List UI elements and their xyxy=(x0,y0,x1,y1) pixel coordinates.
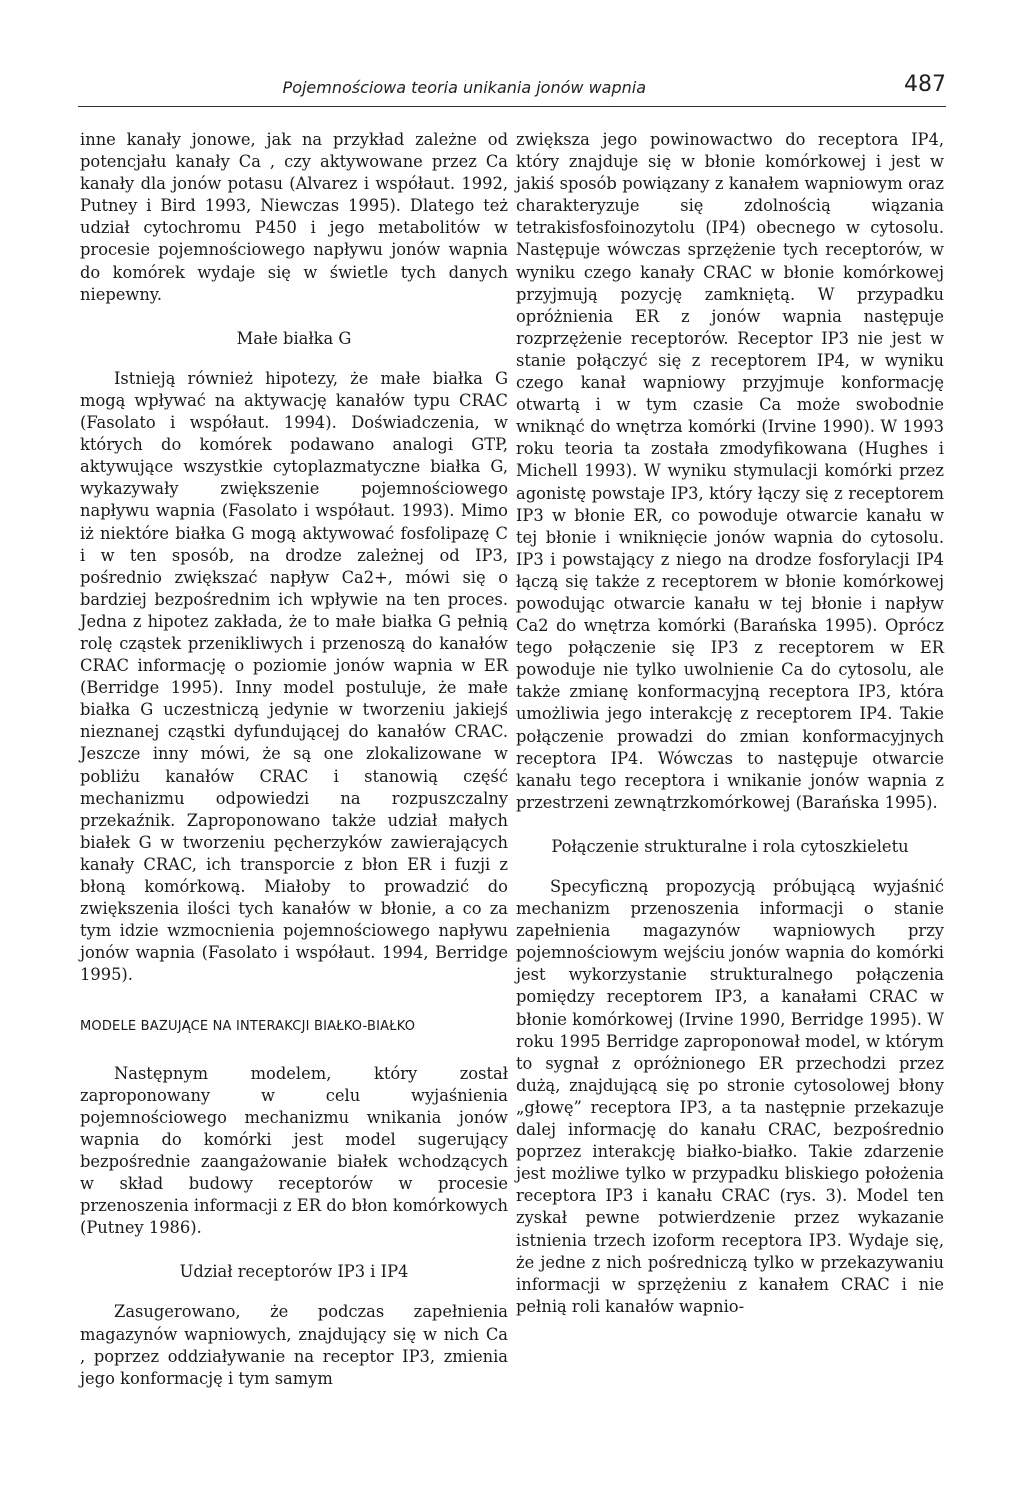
subsection-heading: Połączenie strukturalne i rola cytoszkieletu xyxy=(551,836,909,856)
running-title: Pojemnościowa teoria unikania jonów wapnia xyxy=(282,78,646,97)
paragraph: Specyficzną propozycją próbującą wyjaśnić mechanizm przenoszenia informacji o stanie zapełnienia magazynów wapniowych przy pojemnościowym wejściu jonów wapnia do komórki jest wykorzystanie strukturalnego połączenia pomiędzy receptorem IP3, a kanałami CRAC w błonie komórkowej (Irvine 1990, Berridge 1995). W roku 1995 Berridge zaproponował model, w którym to sygnał z opróżnionego ER przechodzi przez dużą, znajdującą się po stronie cytosolowej błony „głowę” receptora IP3, a ta następnie przekazuje dalej informację do kanału CRAC, bezpośrednio poprzez interakcję białko-białko. Takie zdarzenie jest możliwe tylko w przypadku bliskiego położenia receptora IP3 i kanału CRAC (rys. 3). Model ten zyskał pewne potwierdzenie przez wykazanie istnienia trzech izoform receptora IP3. Wydaje się, że jedne z nich pośredniczą tylko w przekazywaniu informacji w sprzężeniu z kanałem CRAC i nie pełnią roli kanałów wapnio- xyxy=(516,877,944,1316)
paragraph: zwiększa jego powinowactwo do receptora IP4, który znajduje się w błonie komórkowej i jest w jakiś sposób powiązany z kanałem wapniowym oraz charakteryzuje się zdolnością wiązania tetrakisfosfoinozytolu (IP4) obecnego w cytosolu. Następuje wówczas sprzężenie tych receptorów, w wyniku czego kanały CRAC w błonie komórkowej przyjmują pozycję zamkniętą. W przypadku opróżnienia ER z jonów wapnia następuje rozprzężenie receptorów. Receptor IP3 nie jest w stanie połączyć się z receptorem IP4, w wyniku czego kanał wapniowy przyjmuje konformację otwartą i w tym czasie Ca może swobodnie wniknąć do wnętrza komórki (Irvine 1990). W 1993 roku teoria ta została zmodyfikowana (Hughes i Michell 1993). W wyniku stymulacji komórki przez agonistę powstaje IP3, który łączy się z receptorem IP3 w błonie ER, co powoduje otwarcie kanału w tej błonie i wniknięcie jonów wapnia do cytosolu. IP3 i powstający z niego na drodze fosforylacji IP4 łączą się także z receptorem w błonie komórkowej powodując otwarcie kanału w tej błonie i napływ Ca2 do wnętrza komórki (Barańska 1995). Oprócz tego połączenie się IP3 z receptorem w ER powoduje nie tylko uwolnienie Ca do cytosolu, ale także zmianę konformacyjną receptora IP3, która umożliwia jego interakcję z receptorem IP4. Takie połączenie prowadzi do zmian konformacyjnych receptora IP4. Wówczas to następuje otwarcie kanału tego receptora i wnikanie jonów wapnia z przestrzeni zewnątrzkomórkowej (Barańska 1995). xyxy=(516,130,944,812)
subsection-heading: Udział receptorów IP3 i IP4 xyxy=(179,1262,409,1282)
paragraph: Zasugerowano, że podczas zapełnienia magazynów wapniowych, znajdujący się w nich Ca , poprzez oddziaływanie na receptor IP3, zmienia jego konformację i tym samym xyxy=(80,1302,508,1388)
page-header xyxy=(78,72,946,107)
page-number: 487 xyxy=(904,72,946,97)
right-column xyxy=(516,129,944,1318)
paragraph: Istnieją również hipotezy, że małe białka G mogą wpływać na aktywację kanałów typu CRAC (Fasolato i współaut. 1994). Doświadczenia, w których do komórek podawano analogi GTP, aktywujące wszystkie cytoplazmatyczne białka G, wykazywały zwiększenie pojemnościowego napływu wapnia (Fasolato i współaut. 1993). Mimo iż niektóre białka G mogą aktywować fosfolipazę C i w ten sposób, na drodze zależnej od IP3, pośrednio zwiększać napływ Ca2+, mówi się o bardziej bezpośrednim ich wpływie na ten proces. Jedna z hipotez zakłada, że to małe białka G pełnią rolę cząstek przenikliwych i przenoszą do kanałów CRAC informację o poziomie jonów wapnia w ER (Berridge 1995). Inny model postuluje, że małe białka G uczestniczą jedynie w tworzeniu jakiejś nieznanej cząstki dyfundującej do kanałów CRAC. Jeszcze inny mówi, że są one zlokalizowane w pobliżu kanałów CRAC i stanowią część mechanizmu odpowiedzi na rozpuszczalny przekaźnik. Zaproponowano także udział małych białek G w tworzeniu pęcherzyków zawierających kanały CRAC, ich transporcie z błon ER i fuzji z błoną komórkową. Miałoby to prowadzić do zwiększenia ilości tych kanałów w błonie, a co za tym idzie wzmocnienia pojemnościowego napływu jonów wapnia (Fasolato i współaut. 1994, Berridge 1995). xyxy=(80,368,508,985)
left-column xyxy=(80,129,508,1390)
section-heading: MODELE BAZUJĄCE NA INTERAKCJI BIAŁKO-BIAŁKO xyxy=(80,1019,416,1035)
subsection-heading: Małe białka G xyxy=(236,328,352,348)
paragraph: Następnym modelem, który został zaproponowany w celu wyjaśnienia pojemnościowego mechanizmu wnikania jonów wapnia do komórki jest model sugerujący bezpośrednie zaangażowanie białek wchodzących w skład budowy receptorów w procesie przenoszenia informacji z ER do błon komórkowych (Putney 1986). xyxy=(80,1063,508,1238)
paragraph: inne kanały jonowe, jak na przykład zależne od potencjału kanały Ca , czy aktywowane przez Ca kanały dla jonów potasu (Alvarez i współaut. 1992, Putney i Bird 1993, Niewczas 1995). Dlatego też udział cytochromu P450 i jego metabolitów w procesie pojemnościowego napływu jonów wapnia do komórek wydaje się w świetle tych danych niepewny. xyxy=(80,130,508,304)
